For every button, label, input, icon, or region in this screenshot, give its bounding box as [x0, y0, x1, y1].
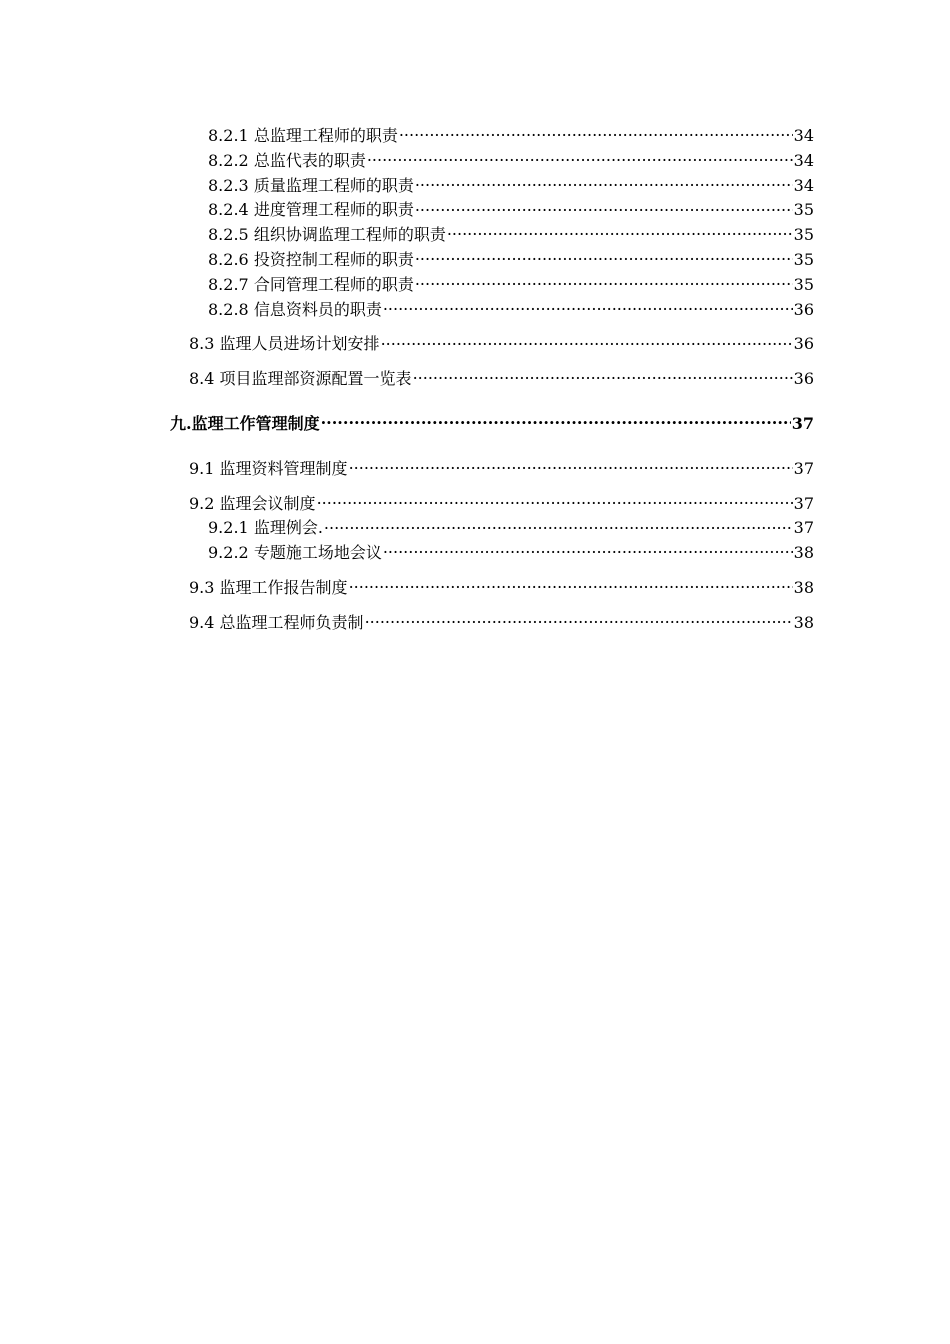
toc-entry-chapter-9[interactable]: [170, 412, 814, 437]
toc-entry-title: 8.2.6 投资控制工程师的职责: [208, 249, 414, 269]
toc-entry-8-4[interactable]: [170, 367, 814, 392]
toc-entry-title: 9.3 监理工作报告制度: [189, 577, 348, 597]
toc-entry-8-2-7[interactable]: [170, 273, 814, 298]
toc-dot-leader: [415, 199, 793, 215]
toc-page-number: 34: [793, 175, 814, 195]
toc-dot-leader: [349, 458, 793, 474]
toc-page-number: 35: [793, 200, 814, 220]
toc-entry-9-1[interactable]: [170, 457, 814, 482]
toc-dot-leader: [367, 150, 793, 166]
toc-entry-title: 8.2.4 进度管理工程师的职责: [208, 200, 414, 220]
toc-dot-leader: [381, 333, 793, 349]
toc-page-number: 37: [791, 413, 814, 433]
toc-page-number: 35: [793, 249, 814, 269]
toc-entry-9-2[interactable]: [170, 492, 814, 517]
toc-page-number: 37: [793, 458, 814, 478]
toc-entry-8-2-2[interactable]: [170, 149, 814, 174]
toc-entry-8-2-6[interactable]: [170, 248, 814, 273]
toc-entry-title: 9.1 监理资料管理制度: [189, 458, 348, 478]
toc-entry-title: 8.2.3 质量监理工程师的职责: [208, 175, 414, 195]
toc-dot-leader: [365, 612, 793, 628]
toc-entry-title: 9.2 监理会议制度: [189, 493, 316, 513]
toc-entry-title: 8.2.7 合同管理工程师的职责: [208, 274, 414, 294]
toc-page-number: 38: [793, 577, 814, 597]
toc-dot-leader: [447, 224, 793, 240]
toc-entry-title: 8.2.5 组织协调监理工程师的职责: [208, 225, 446, 245]
toc-dot-leader: [415, 249, 793, 265]
toc-page-number: 37: [793, 493, 814, 513]
toc-page-number: 36: [793, 334, 814, 354]
toc-dot-leader: [349, 577, 793, 593]
toc-entry-9-3[interactable]: [170, 576, 814, 601]
toc-dot-leader: [324, 517, 793, 533]
toc-dot-leader: [399, 125, 793, 141]
toc-entry-title: 8.2.8 信息资料员的职责: [208, 299, 382, 319]
toc-page-number: 34: [793, 150, 814, 170]
toc-entry-8-3[interactable]: [170, 332, 814, 357]
toc-page-number: 34: [793, 126, 814, 145]
toc-dot-leader: [383, 542, 793, 558]
toc-page-number: 38: [793, 543, 814, 563]
toc-entry-title: 8.4 项目监理部资源配置一览表: [189, 369, 412, 389]
toc-entry-8-2-5[interactable]: [170, 223, 814, 248]
toc-dot-leader: [383, 299, 793, 315]
toc-dot-leader: [415, 175, 793, 191]
toc-page-number: 36: [793, 369, 814, 389]
toc-entry-9-2-1[interactable]: [170, 516, 814, 541]
toc-entry-title: 9.2.1 监理例会.: [208, 518, 323, 538]
toc-entry-8-2-4[interactable]: [170, 198, 814, 223]
toc-page-number: 37: [793, 518, 814, 538]
toc-dot-leader: [317, 493, 793, 509]
toc-page-number: 35: [793, 225, 814, 245]
toc-entry-title: 九.监理工作管理制度: [170, 413, 320, 433]
toc-page-number: 36: [793, 299, 814, 319]
toc-entry-8-2-1[interactable]: [170, 124, 814, 149]
toc-entry-9-4[interactable]: [170, 611, 814, 636]
toc-entry-title: 8.2.2 总监代表的职责: [208, 150, 366, 170]
toc-page-number: 38: [793, 612, 814, 632]
toc-page-number: 35: [793, 274, 814, 294]
toc-dot-leader: [415, 274, 793, 290]
toc-dot-leader: [413, 368, 793, 384]
toc-entry-8-2-8[interactable]: [170, 298, 814, 323]
toc-entry-title: 8.3 监理人员进场计划安排: [189, 334, 380, 354]
toc-entry-title: 9.4 总监理工程师负责制: [189, 612, 364, 632]
toc-dot-leader: [321, 413, 791, 429]
toc-entry-9-2-2[interactable]: [170, 541, 814, 566]
table-of-contents: [170, 124, 814, 636]
toc-entry-8-2-3[interactable]: [170, 174, 814, 199]
toc-entry-title: 8.2.1 总监理工程师的职责: [208, 126, 398, 145]
toc-entry-title: 9.2.2 专题施工场地会议: [208, 543, 382, 563]
